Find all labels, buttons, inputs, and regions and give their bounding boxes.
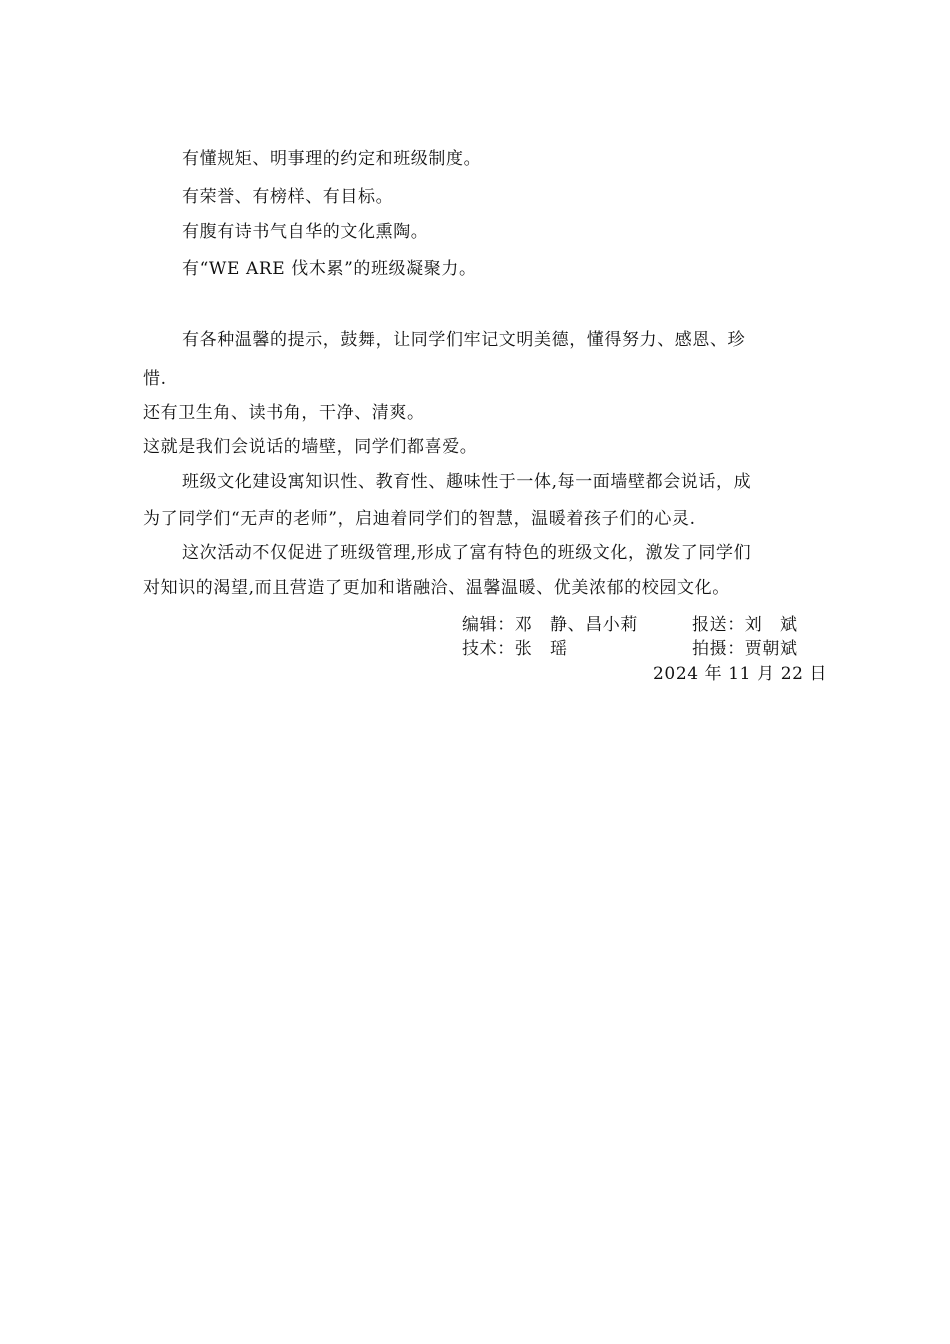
paragraph-rules: 有懂规矩、明事理的约定和班级制度。 [182,149,482,169]
paragraph-class-culture-line1: 班级文化建设寓知识性、教育性、趣味性于一体,每一面墙壁都会说话，成 [182,472,752,492]
paragraph-honor: 有荣誉、有榜样、有目标。 [182,187,394,207]
footer-date: 2024 年 11 月 22 日 [653,664,828,684]
paragraph-talking-walls: 这就是我们会说话的墙壁，同学们都喜爱。 [143,437,478,457]
paragraph-class-culture-line2: 为了同学们“无声的老师”，启迪着同学们的智慧，温暖着孩子们的心灵. [143,509,696,529]
paragraph-reminders-line2: 惜. [143,369,167,389]
footer-report: 报送：刘 斌 [692,615,798,635]
paragraph-cohesion: 有“WE ARE 伐木累”的班级凝聚力。 [182,259,477,279]
paragraph-activity-line2: 对知识的渴望,而且营造了更加和谐融洽、温馨温暖、优美浓郁的校园文化。 [143,578,730,598]
paragraph-corners: 还有卫生角、读书角，干净、清爽。 [143,403,425,423]
paragraph-reminders-line1: 有各种温馨的提示，鼓舞，让同学们牢记文明美德，懂得努力、感恩、珍 [182,330,746,350]
paragraph-culture: 有腹有诗书气自华的文化熏陶。 [182,222,429,242]
footer-editor: 编辑：邓 静、昌小莉 [462,615,638,635]
paragraph-activity-line1: 这次活动不仅促进了班级管理,形成了富有特色的班级文化，激发了同学们 [182,543,752,563]
footer-tech: 技术：张 瑶 [462,639,568,659]
footer-photo: 拍摄：贾朝斌 [692,639,798,659]
